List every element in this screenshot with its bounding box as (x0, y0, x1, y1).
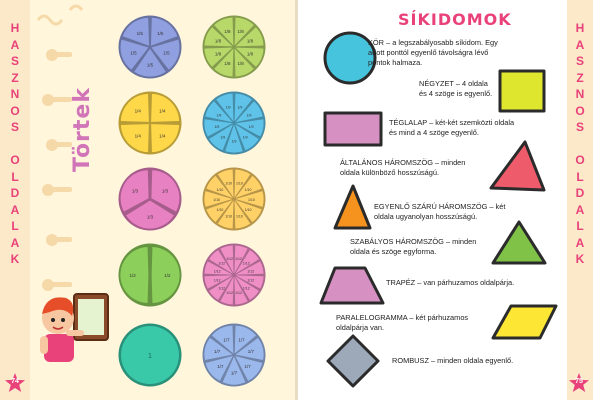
pie-slice-label: 1/10 (244, 208, 252, 213)
pie-slice-label: 1/10 (235, 181, 243, 186)
side-letter: O (575, 153, 585, 167)
pie-slice-label: 1/9 (248, 125, 254, 130)
pie-slice-label: 1/5 (136, 30, 143, 36)
desc-parallelogram: PARALELOGRAMMA – két párhuzamos oldalpárja van. (336, 313, 469, 332)
side-letter: A (575, 235, 585, 250)
fraction-pie (203, 16, 266, 79)
pie-slice-label: 1/12 (226, 290, 233, 295)
pie-slice-label: 1/9 (242, 135, 248, 140)
fraction-pie (203, 244, 266, 307)
pie-slice-label: 1/8 (224, 61, 231, 67)
page-number-left: 74 (5, 373, 25, 393)
pie-outline (203, 244, 266, 307)
side-letter: Z (576, 70, 584, 85)
parallelogram-shape (493, 306, 556, 338)
side-letter: N (575, 87, 585, 101)
left-page-title: Törtek (70, 87, 95, 172)
pie-slice-label: 1/12 (235, 257, 242, 262)
pie-slice-label: 1/7 (213, 349, 221, 355)
pie-slice-label: 1/7 (247, 349, 255, 355)
pie-slice-label: 1/7 (244, 363, 251, 369)
pie-slice-label: 1/10 (247, 198, 255, 202)
pie-slice-label: 1/10 (216, 187, 224, 192)
side-letter: L (576, 169, 584, 184)
pie-slice-label: 1/12 (247, 278, 255, 283)
side-letter: O (575, 103, 585, 118)
pie-slice-label: 1/4 (159, 108, 166, 114)
pie-slice-label: 1/8 (214, 38, 222, 44)
pie-slice-label: 1/10 (225, 181, 233, 186)
fraction-pie (203, 168, 266, 231)
page-number-right: 75 (569, 373, 589, 393)
side-letter: A (10, 37, 20, 52)
pie-slice-label: 1/10 (225, 214, 233, 219)
fraction-pie (119, 244, 182, 307)
side-letter: S (10, 54, 19, 68)
side-letter: K (10, 252, 20, 266)
rhombus-shape (328, 336, 378, 386)
pie-slice-label: 1/8 (214, 51, 222, 57)
pie-slice-label: 1/9 (220, 135, 226, 140)
pie-slice-label: 1/9 (225, 105, 231, 110)
pie-slice-label: 1/7 (217, 363, 224, 369)
side-letter: D (575, 186, 585, 200)
side-letter: A (10, 202, 20, 217)
right-page-title: SÍKIDOMOK (398, 10, 512, 29)
desc-trapezoid: TRAPÉZ – van párhuzamos oldalpárja. (386, 278, 515, 287)
pie-slice-label: 1/4 (159, 133, 166, 139)
pie-slice-label: 1/8 (246, 51, 254, 57)
pie-slice-label: 1/12 (213, 269, 221, 274)
fraction-pie (119, 92, 182, 155)
pie-slice-label: 1/12 (247, 269, 255, 274)
pie-slice-label: 1/8 (237, 28, 244, 34)
side-letter: K (575, 252, 585, 266)
pie-slice-label: 1/5 (130, 50, 137, 56)
pie-slice-label: 1/3 (161, 188, 169, 194)
pie-slice-label: 1/10 (235, 214, 243, 219)
pie-slice-label: 1/2 (164, 273, 171, 278)
side-letter: O (10, 103, 20, 118)
side-letter: H (575, 21, 585, 35)
fraction-pie (119, 324, 182, 387)
side-letter: S (10, 120, 19, 134)
equilateral-triangle-shape (493, 222, 545, 263)
pie-slice-label: 1/8 (246, 38, 254, 44)
pie-slice-label: 1/8 (237, 61, 244, 67)
pie-slice-label: 1/12 (242, 261, 250, 266)
trapezoid-shape (321, 268, 383, 303)
pie-slice-label: 1/9 (216, 113, 222, 118)
side-letter: L (11, 219, 19, 233)
side-letter: D (10, 186, 20, 200)
pie-slice-label: 1/4 (134, 108, 141, 114)
fraction-pie (203, 324, 266, 387)
desc-square: NÉGYZET – 4 oldala és 4 szöge is egyenlő. (419, 79, 493, 98)
fraction-pie (119, 16, 182, 79)
pie-slice-label: 1/9 (246, 113, 252, 118)
pie-slice-label: 1/5 (163, 50, 170, 56)
pie-slice-label: 1/5 (146, 62, 154, 68)
pie-slice-label: 1/10 (213, 198, 221, 202)
side-letter: S (575, 54, 584, 68)
side-letter: S (575, 120, 584, 134)
side-letter: L (576, 219, 584, 233)
desc-scalene-triangle: ÁLTALÁNOS HÁROMSZÖG – minden oldala különböző hosszúságú. (340, 158, 466, 177)
square-shape (500, 71, 544, 111)
side-letter: H (10, 21, 20, 35)
pie-slice-label: 1/12 (235, 290, 242, 295)
pie-slice-label: 1/8 (224, 28, 231, 34)
pie-outline (203, 16, 266, 79)
kid-illustration (36, 290, 114, 370)
pie-slice-label: 1/7 (238, 337, 245, 343)
side-letter: A (575, 202, 585, 217)
pie-slice-label: 1/4 (134, 133, 141, 139)
pie-slice-label: 1/12 (218, 261, 226, 266)
side-letter: A (10, 235, 20, 250)
scalene-triangle-shape (491, 142, 544, 190)
fraction-pie (203, 92, 266, 155)
pie-slice-label: 1/9 (231, 139, 237, 144)
side-letter: O (10, 153, 20, 167)
pie-slice-label: 1 (148, 353, 152, 360)
pie-slice-label: 1/2 (129, 273, 136, 278)
pie-slice-label: 1/5 (157, 30, 164, 36)
desc-isosceles-triangle: EGYENLŐ SZÁRÚ HÁROMSZÖG – két oldala ugyanolyan hosszúságú. (374, 202, 506, 221)
pie-slice-label: 1/3 (131, 188, 139, 194)
pie-slice-label: 1/12 (242, 286, 250, 291)
pie-slice-label: 1/9 (214, 125, 220, 130)
side-label-right (567, 20, 593, 268)
side-letter: Z (11, 70, 19, 85)
pie-slice-label: 1/12 (213, 278, 221, 283)
rectangle-shape (325, 113, 381, 145)
pie-slice-label: 1/7 (230, 370, 238, 376)
isosceles-triangle-shape (335, 186, 370, 228)
right-side-strip (567, 0, 593, 400)
pie-slice-label: 1/7 (223, 337, 230, 343)
pie-outline (119, 92, 182, 155)
side-letter: A (575, 37, 585, 52)
fraction-pie (119, 168, 182, 231)
desc-rhombus: ROMBUSZ – minden oldala egyenlő. (392, 356, 514, 365)
desc-equilateral-triangle: SZABÁLYOS HÁROMSZÖG – minden oldala és szöge egyforma. (350, 237, 477, 256)
pie-slice-label: 1/10 (216, 208, 224, 213)
pie-slice-label: 1/10 (244, 187, 252, 192)
pie-slice-label: 1/12 (218, 286, 226, 291)
side-letter: L (11, 169, 19, 184)
pie-slice-label: 1/3 (146, 214, 154, 220)
pie-slice-label: 1/9 (237, 105, 243, 110)
desc-rectangle: TÉGLALAP – két-két szemközti oldala és mind a 4 szöge egyenlő. (389, 118, 515, 137)
side-letter: N (10, 87, 20, 101)
desc-circle: KÖR – a legszabályosabb síkidom. Egy adott ponttól egyenlő távolságra lévő pontok halmaza. (368, 38, 498, 67)
pie-slice-label: 1/12 (226, 257, 233, 262)
